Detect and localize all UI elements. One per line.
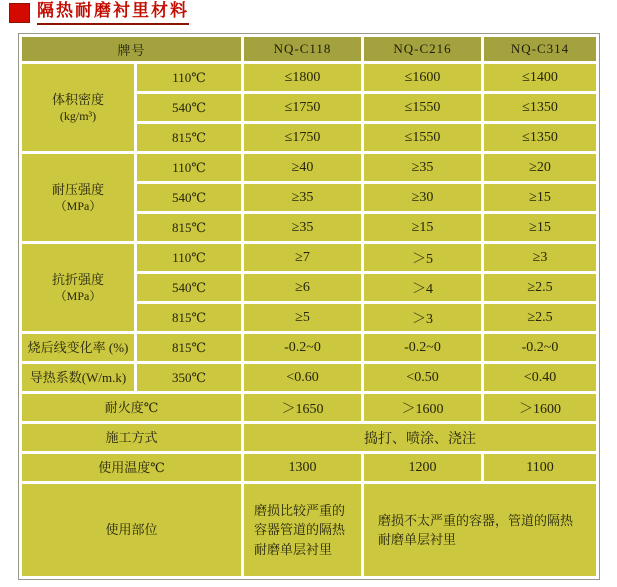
table-row [22, 154, 596, 181]
application-area-nq-c118: 磨损比较严重的容器管道的隔热耐磨单层衬里 [244, 484, 361, 576]
value-cell: ≤1350 [484, 94, 596, 121]
temp-cell: 815℃ [137, 124, 241, 151]
table-row [22, 334, 596, 361]
row-label-construction-method: 施工方式 [22, 424, 241, 451]
value-cell: <0.40 [484, 364, 596, 391]
value-cell: ≥5 [244, 304, 361, 331]
value-cell: ＞4 [364, 274, 481, 301]
table-row [22, 244, 596, 271]
row-label-flexural-strength [22, 244, 134, 331]
brand-header-cell: 牌号 [22, 37, 241, 61]
value-cell: ≥40 [244, 154, 361, 181]
row-label-compressive-strength [22, 154, 134, 241]
label-unit: （MPa） [54, 199, 102, 214]
value-cell: ≤1600 [364, 64, 481, 91]
value-cell: ＞1600 [364, 394, 481, 421]
value-cell: ＞5 [364, 244, 481, 271]
page-title [9, 2, 189, 25]
product-header-nq-c216: NQ-C216 [364, 37, 481, 61]
application-area-nq-c216-c314: 磨损不太严重的容器，管道的隔热耐磨单层衬里 [364, 484, 596, 576]
table-row [22, 394, 596, 421]
value-cell: ≤1400 [484, 64, 596, 91]
value-cell: ＞1600 [484, 394, 596, 421]
value-cell: 1100 [484, 454, 596, 481]
value-cell: ≥35 [244, 214, 361, 241]
table-row [22, 484, 596, 576]
label-text: 体积密度 [51, 91, 104, 107]
temp-cell: 110℃ [137, 154, 241, 181]
temp-cell: 815℃ [137, 334, 241, 361]
table-row [22, 64, 596, 91]
row-label-bulk-density [22, 64, 134, 151]
row-label-linear-change: 烧后线变化率 (%) [22, 334, 134, 361]
construction-method-value: 捣打、喷涂、浇注 [244, 424, 596, 451]
value-cell: ＞1650 [244, 394, 361, 421]
value-cell: ≥35 [244, 184, 361, 211]
value-cell: <0.50 [364, 364, 481, 391]
value-cell: ≥2.5 [484, 304, 596, 331]
value-cell: ≥2.5 [484, 274, 596, 301]
value-cell: <0.60 [244, 364, 361, 391]
value-cell: -0.2~0 [244, 334, 361, 361]
label-unit: (kg/m³) [59, 109, 97, 124]
temp-cell: 815℃ [137, 214, 241, 241]
table-row [22, 424, 596, 451]
value-cell: 1300 [244, 454, 361, 481]
value-cell: ≤1350 [484, 124, 596, 151]
value-cell: ≤1550 [364, 124, 481, 151]
temp-cell: 110℃ [137, 64, 241, 91]
value-cell: ≥15 [364, 214, 481, 241]
row-label-thermal-conductivity: 导热系数(W/m.k) [22, 364, 134, 391]
value-cell: ≤1550 [364, 94, 481, 121]
temp-cell: 540℃ [137, 184, 241, 211]
value-cell: ≥6 [244, 274, 361, 301]
value-cell: ≥30 [364, 184, 481, 211]
value-cell: -0.2~0 [364, 334, 481, 361]
product-header-nq-c118: NQ-C118 [244, 37, 361, 61]
temp-cell: 815℃ [137, 304, 241, 331]
row-label-application-area: 使用部位 [22, 484, 241, 576]
temp-cell: 350℃ [137, 364, 241, 391]
row-label-service-temperature: 使用温度℃ [22, 454, 241, 481]
value-cell: ≤1750 [244, 124, 361, 151]
table-header-row [22, 37, 596, 61]
row-label-refractoriness: 耐火度℃ [22, 394, 241, 421]
red-square-icon [9, 3, 30, 23]
value-cell: ≥15 [484, 214, 596, 241]
product-header-nq-c314: NQ-C314 [484, 37, 596, 61]
value-cell: ≤1800 [244, 64, 361, 91]
value-cell: ≥7 [244, 244, 361, 271]
value-cell: ≥3 [484, 244, 596, 271]
temp-cell: 540℃ [137, 274, 241, 301]
value-cell: ＞3 [364, 304, 481, 331]
value-cell: ≥15 [484, 184, 596, 211]
value-cell: ≥20 [484, 154, 596, 181]
label-unit: （MPa） [54, 289, 102, 304]
label-text: 耐压强度 [51, 181, 104, 197]
value-cell: 1200 [364, 454, 481, 481]
temp-cell: 540℃ [137, 94, 241, 121]
value-cell: ≤1750 [244, 94, 361, 121]
table-row [22, 454, 596, 481]
page-title-text: 隔热耐磨衬里材料 [37, 2, 189, 25]
temp-cell: 110℃ [137, 244, 241, 271]
value-cell: -0.2~0 [484, 334, 596, 361]
value-cell: ≥35 [364, 154, 481, 181]
spec-table [18, 33, 600, 580]
label-text: 抗折强度 [51, 271, 104, 287]
table-row [22, 364, 596, 391]
